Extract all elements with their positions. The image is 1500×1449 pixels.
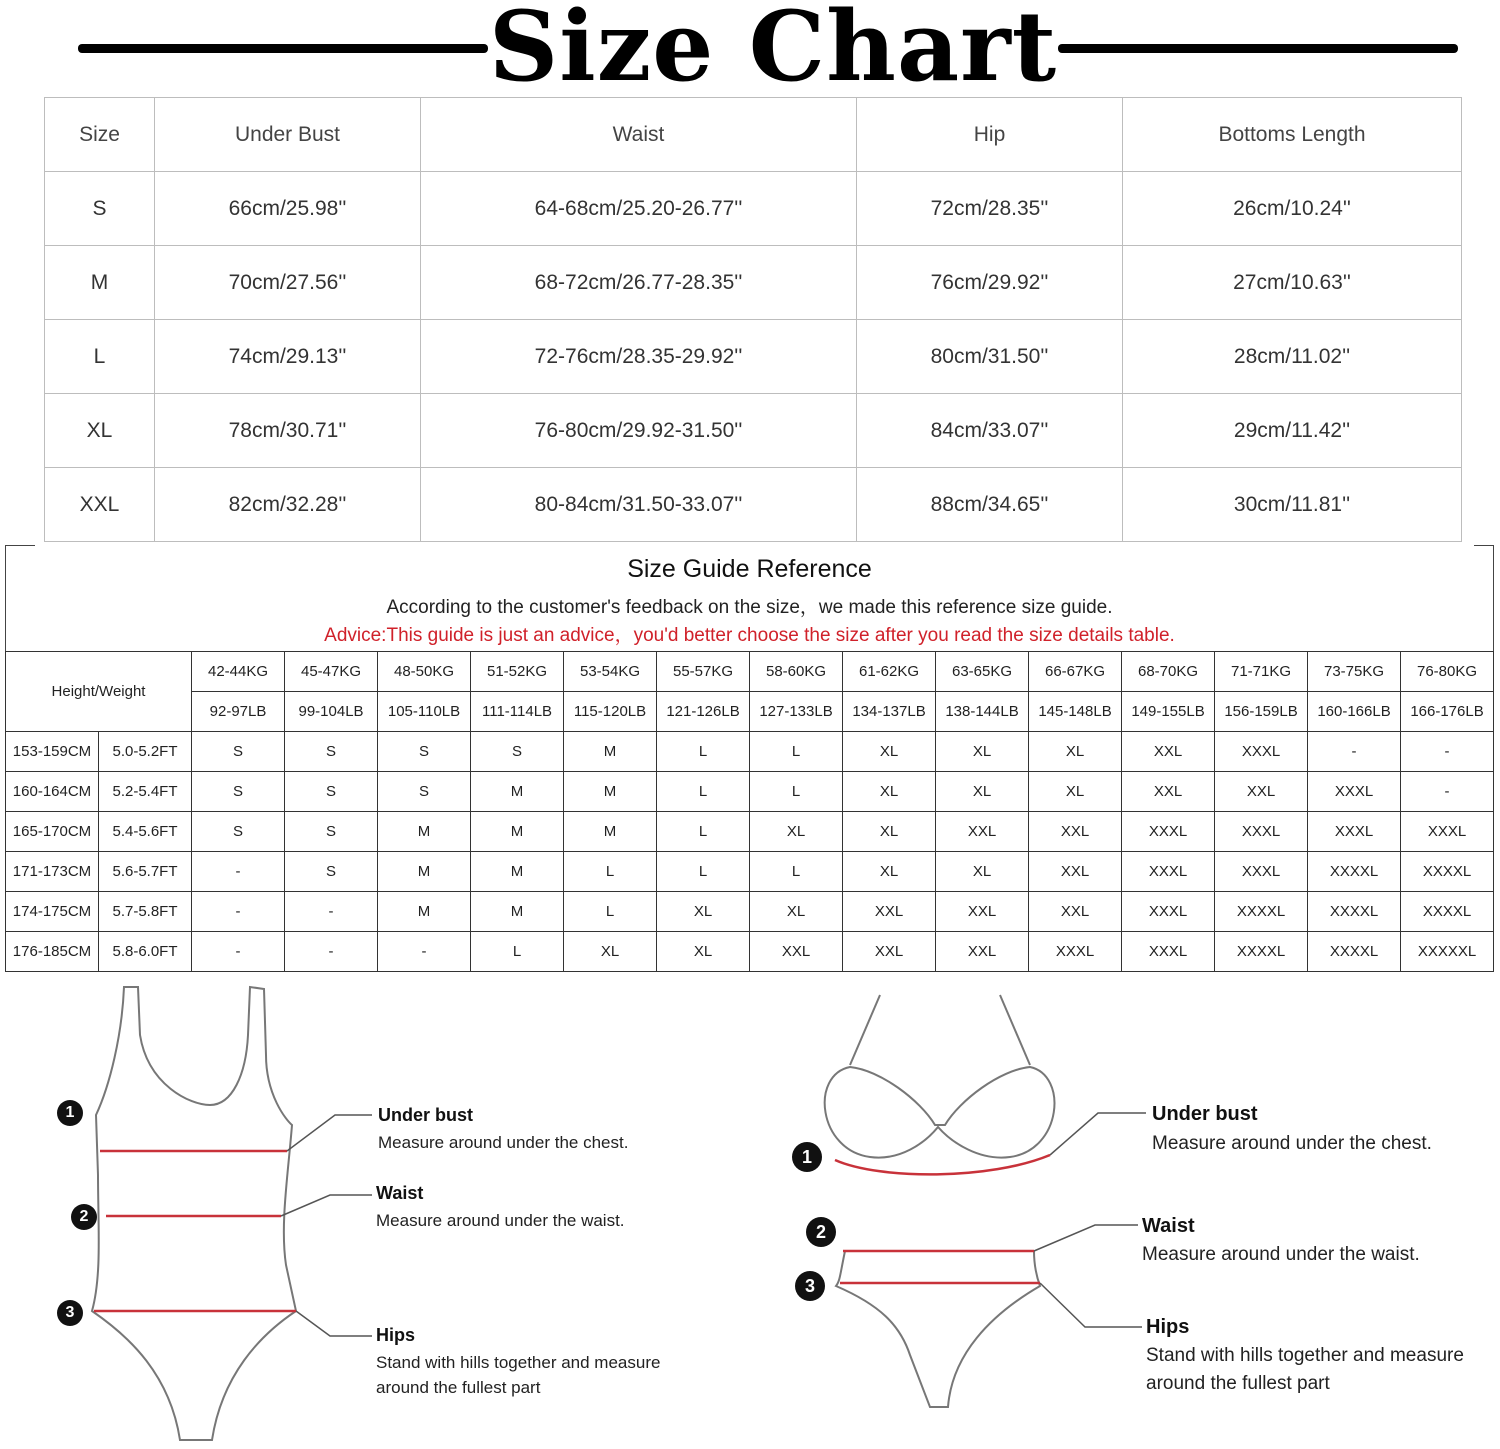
size-cell: M — [471, 892, 564, 932]
header-size: Size — [45, 98, 155, 172]
weight-lb-header: 145-148LB — [1029, 692, 1122, 732]
size-cell: XXXL — [1215, 852, 1308, 892]
size-cell: - — [192, 892, 285, 932]
hip-cell: 84cm/33.07'' — [857, 394, 1123, 468]
under-bust-cell: 82cm/32.28'' — [155, 468, 421, 542]
weight-lb-header: 166-176LB — [1401, 692, 1494, 732]
size-cell: L — [657, 772, 750, 812]
hip-cell: 80cm/31.50'' — [857, 320, 1123, 394]
size-cell: M — [471, 772, 564, 812]
size-cell: S — [285, 852, 378, 892]
size-cell: M — [564, 812, 657, 852]
size-cell: XXL — [936, 812, 1029, 852]
weight-lb-header: 134-137LB — [843, 692, 936, 732]
size-cell: L — [657, 812, 750, 852]
title-rule-right — [1058, 44, 1458, 53]
size-cell: - — [285, 932, 378, 972]
measurement-diagrams — [0, 975, 1500, 1449]
waist-cell: 64-68cm/25.20-26.77'' — [421, 172, 857, 246]
under-bust-cell: 78cm/30.71'' — [155, 394, 421, 468]
under-bust-desc: Measure around under the chest. — [378, 1133, 629, 1152]
size-cell: S — [378, 772, 471, 812]
weight-kg-header: 73-75KG — [1308, 652, 1401, 692]
waist-cell: 80-84cm/31.50-33.07'' — [421, 468, 857, 542]
bikini-measure-lines — [835, 1155, 1050, 1283]
title-rule-left — [78, 44, 488, 53]
size-cell: XL — [750, 812, 843, 852]
size-cell: XXXXL — [1308, 852, 1401, 892]
swimsuit-outline — [92, 987, 296, 1440]
hips-desc-2: around the fullest part — [1146, 1373, 1330, 1394]
title-row — [0, 0, 1500, 103]
bikini-leader-lines — [1034, 1113, 1146, 1327]
weight-lb-header: 111-114LB — [471, 692, 564, 732]
weight-kg-header: 45-47KG — [285, 652, 378, 692]
waist-desc: Measure around under the waist. — [376, 1211, 625, 1230]
size-cell: XXL — [843, 892, 936, 932]
weight-lb-header: 115-120LB — [564, 692, 657, 732]
size-cell: XXL — [843, 932, 936, 972]
size-cell: XXXL — [1215, 732, 1308, 772]
bikini-outline — [825, 995, 1055, 1407]
size-cell: XXXXL — [1401, 892, 1494, 932]
size-cell: L — [564, 852, 657, 892]
size-cell: - — [192, 852, 285, 892]
weight-lb-header: 99-104LB — [285, 692, 378, 732]
marker-1: 1 — [57, 1100, 83, 1126]
size-cell: XXXL — [1308, 812, 1401, 852]
size-cell: XL — [936, 852, 1029, 892]
waist-cell: 72-76cm/28.35-29.92'' — [421, 320, 857, 394]
height-cm-cell: 165-170CM — [6, 812, 99, 852]
size-cell: M — [378, 892, 471, 932]
size-cell: L — [657, 732, 750, 772]
bottoms-length-cell: 27cm/10.63'' — [1123, 246, 1462, 320]
size-cell: S — [285, 772, 378, 812]
height-ft-cell: 5.7-5.8FT — [99, 892, 192, 932]
table-row — [6, 732, 1494, 772]
waist-title: Waist — [376, 1183, 424, 1203]
size-cell: XXL — [750, 932, 843, 972]
weight-lb-header: 156-159LB — [1215, 692, 1308, 732]
size-cell: - — [378, 932, 471, 972]
size-cell: L — [750, 772, 843, 812]
page-title: Size Chart — [488, 0, 1058, 103]
guide-header — [5, 545, 1494, 651]
size-cell: - — [1401, 772, 1494, 812]
size-cell: XXXL — [1122, 932, 1215, 972]
guide-advice: Advice:This guide is just an advice，you'd better choose the size after you read the size details table. — [324, 625, 1175, 646]
weight-kg-header: 58-60KG — [750, 652, 843, 692]
size-cell: - — [1308, 732, 1401, 772]
hips-desc-1: Stand with hills together and measure — [376, 1353, 661, 1372]
marker-2: 2 — [71, 1204, 97, 1230]
hip-cell: 88cm/34.65'' — [857, 468, 1123, 542]
size-cell: XXXL — [1029, 932, 1122, 972]
table-row — [6, 812, 1494, 852]
size-cell: M — [564, 732, 657, 772]
weight-kg-header: 61-62KG — [843, 652, 936, 692]
weight-kg-header: 55-57KG — [657, 652, 750, 692]
size-cell: L — [564, 892, 657, 932]
size-cell: - — [192, 932, 285, 972]
size-cell: XXL — [45, 468, 155, 542]
bottoms-length-cell: 28cm/11.02'' — [1123, 320, 1462, 394]
header-under-bust: Under Bust — [155, 98, 421, 172]
waist-title: Waist — [1142, 1215, 1195, 1237]
header-bottoms-length: Bottoms Length — [1123, 98, 1462, 172]
weight-kg-header: 66-67KG — [1029, 652, 1122, 692]
size-cell: XL — [564, 932, 657, 972]
waist-desc: Measure around under the waist. — [1142, 1244, 1420, 1265]
under-bust-cell: 66cm/25.98'' — [155, 172, 421, 246]
weight-kg-header: 51-52KG — [471, 652, 564, 692]
under-bust-cell: 70cm/27.56'' — [155, 246, 421, 320]
size-cell: XXXL — [1215, 812, 1308, 852]
weight-kg-header: 68-70KG — [1122, 652, 1215, 692]
height-cm-cell: 174-175CM — [6, 892, 99, 932]
size-cell: M — [378, 812, 471, 852]
table-row — [45, 394, 1462, 468]
weight-lb-header: 138-144LB — [936, 692, 1029, 732]
height-ft-cell: 5.2-5.4FT — [99, 772, 192, 812]
height-ft-cell: 5.8-6.0FT — [99, 932, 192, 972]
size-cell: XXXL — [1401, 812, 1494, 852]
hips-desc-1: Stand with hills together and measure — [1146, 1345, 1464, 1366]
weight-lb-header: 127-133LB — [750, 692, 843, 732]
size-cell: S — [192, 772, 285, 812]
weight-kg-header: 76-80KG — [1401, 652, 1494, 692]
weight-lb-header: 105-110LB — [378, 692, 471, 732]
size-cell: S — [285, 732, 378, 772]
size-cell: M — [471, 812, 564, 852]
hip-cell: 76cm/29.92'' — [857, 246, 1123, 320]
size-cell: S — [192, 812, 285, 852]
size-cell: XL — [936, 732, 1029, 772]
size-cell: XXXL — [1308, 772, 1401, 812]
weight-kg-header: 53-54KG — [564, 652, 657, 692]
weight-kg-header: 48-50KG — [378, 652, 471, 692]
size-cell: S — [378, 732, 471, 772]
table-row — [45, 246, 1462, 320]
reference-table — [5, 651, 1494, 972]
size-cell: L — [471, 932, 564, 972]
header-waist: Waist — [421, 98, 857, 172]
size-cell: XXL — [1029, 892, 1122, 932]
size-cell: M — [45, 246, 155, 320]
waist-cell: 68-72cm/26.77-28.35'' — [421, 246, 857, 320]
weight-kg-header: 63-65KG — [936, 652, 1029, 692]
size-cell: XL — [657, 932, 750, 972]
size-cell: XXL — [1215, 772, 1308, 812]
height-cm-cell: 176-185CM — [6, 932, 99, 972]
height-ft-cell: 5.0-5.2FT — [99, 732, 192, 772]
table-row — [45, 468, 1462, 542]
hips-title: Hips — [1146, 1316, 1190, 1338]
size-table-header — [45, 98, 1462, 172]
size-cell: XXXXL — [1215, 892, 1308, 932]
weight-kg-row — [6, 652, 1494, 692]
size-cell: XXL — [936, 932, 1029, 972]
size-cell: XL — [936, 772, 1029, 812]
waist-cell: 76-80cm/29.92-31.50'' — [421, 394, 857, 468]
size-cell: XXXL — [1122, 812, 1215, 852]
table-row — [45, 320, 1462, 394]
size-cell: XL — [843, 812, 936, 852]
size-cell: L — [750, 852, 843, 892]
size-cell: XXL — [1122, 772, 1215, 812]
size-cell: XXXL — [1122, 892, 1215, 932]
weight-kg-header: 42-44KG — [192, 652, 285, 692]
height-cm-cell: 171-173CM — [6, 852, 99, 892]
hips-desc-2: around the fullest part — [376, 1378, 541, 1397]
bottoms-length-cell: 26cm/10.24'' — [1123, 172, 1462, 246]
height-cm-cell: 160-164CM — [6, 772, 99, 812]
height-cm-cell: 153-159CM — [6, 732, 99, 772]
size-cell: M — [564, 772, 657, 812]
table-row — [6, 852, 1494, 892]
size-cell: XL — [45, 394, 155, 468]
size-cell: S — [285, 812, 378, 852]
table-row — [6, 892, 1494, 932]
under-bust-desc: Measure around under the chest. — [1152, 1133, 1432, 1154]
swimsuit-measure-lines — [94, 1151, 296, 1311]
size-guide — [5, 545, 1494, 971]
weight-lb-header: 121-126LB — [657, 692, 750, 732]
weight-lb-header: 92-97LB — [192, 692, 285, 732]
size-cell: XXXXL — [1401, 852, 1494, 892]
size-cell: XL — [657, 892, 750, 932]
size-cell: XXXL — [1122, 852, 1215, 892]
height-ft-cell: 5.6-5.7FT — [99, 852, 192, 892]
size-cell: M — [471, 852, 564, 892]
guide-subtitle: According to the customer's feedback on the size，we made this reference size guide. — [386, 597, 1113, 618]
size-cell: M — [378, 852, 471, 892]
size-cell: L — [657, 852, 750, 892]
size-cell: XXXXL — [1215, 932, 1308, 972]
size-cell: - — [1401, 732, 1494, 772]
bottoms-length-cell: 29cm/11.42'' — [1123, 394, 1462, 468]
under-bust-cell: 74cm/29.13'' — [155, 320, 421, 394]
size-cell: XXL — [936, 892, 1029, 932]
corner-label: Height/Weight — [6, 652, 192, 732]
hips-title: Hips — [376, 1325, 416, 1345]
size-cell: - — [285, 892, 378, 932]
table-row — [6, 932, 1494, 972]
size-cell: XL — [1029, 772, 1122, 812]
weight-lb-row — [6, 692, 1494, 732]
size-cell: XXL — [1029, 852, 1122, 892]
size-cell: XXL — [1029, 812, 1122, 852]
size-cell: XXXXXL — [1401, 932, 1494, 972]
size-cell: L — [750, 732, 843, 772]
under-bust-title: Under bust — [1152, 1103, 1258, 1125]
bottoms-length-cell: 30cm/11.81'' — [1123, 468, 1462, 542]
table-row — [45, 172, 1462, 246]
marker-1: 1 — [792, 1142, 822, 1172]
size-cell: XXXXL — [1308, 932, 1401, 972]
height-ft-cell: 5.4-5.6FT — [99, 812, 192, 852]
marker-3: 3 — [57, 1300, 83, 1326]
weight-lb-header: 149-155LB — [1122, 692, 1215, 732]
size-cell: S — [471, 732, 564, 772]
header-hip: Hip — [857, 98, 1123, 172]
table-row — [6, 772, 1494, 812]
under-bust-title: Under bust — [378, 1105, 474, 1125]
size-cell: XXXXL — [1308, 892, 1401, 932]
size-cell: XL — [750, 892, 843, 932]
weight-kg-header: 71-71KG — [1215, 652, 1308, 692]
size-cell: S — [192, 732, 285, 772]
size-cell: XXL — [1122, 732, 1215, 772]
size-cell: XL — [843, 732, 936, 772]
marker-2: 2 — [806, 1217, 836, 1247]
size-cell: XL — [843, 772, 936, 812]
marker-3: 3 — [795, 1271, 825, 1301]
size-cell: L — [45, 320, 155, 394]
size-cell: S — [45, 172, 155, 246]
hip-cell: 72cm/28.35'' — [857, 172, 1123, 246]
weight-lb-header: 160-166LB — [1308, 692, 1401, 732]
size-cell: XL — [843, 852, 936, 892]
guide-title: Size Guide Reference — [627, 555, 872, 583]
size-table — [44, 97, 1462, 542]
size-cell: XL — [1029, 732, 1122, 772]
